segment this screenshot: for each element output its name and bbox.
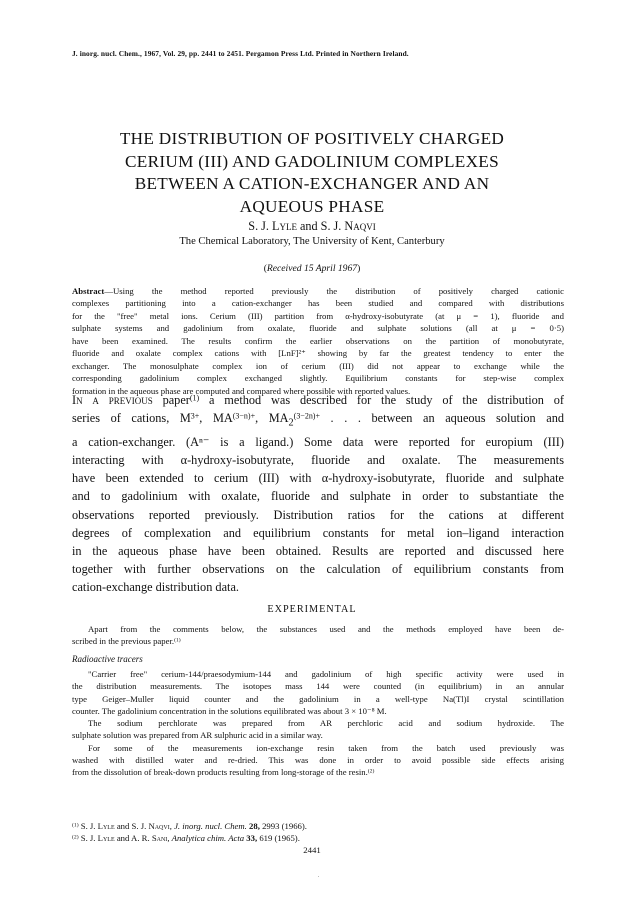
intro-line: in the aqueous phase have been obtained. Results are reported and discussed here [72,544,564,559]
intro-line: have been extended to cerium (III) with α-hydroxy-isobutyrate, fluoride and sulphate [72,471,564,486]
authors [0,219,624,234]
author-1-surname: Lyle [272,219,297,233]
experimental-intro [72,623,564,647]
citation-ref: (1) [189,393,200,403]
paragraph-line: counter. The gadolinium concentration in the solutions equilibrated was about 3 × 10⁻⁸ M. [72,705,387,716]
citation-ref: (1) [174,637,181,644]
running-head: J. inorg. nucl. Chem., 1967, Vol. 29, pp. 2441 to 2451. Pergamon Press Ltd. Printed in Northern Ireland. [72,49,409,58]
abstract [72,285,564,397]
intro-line: series of cations, $M^{3+}$, $MA^{(3-n)+}$, $MA_2^{(3-2n)+}$ . . . between an aqueous solution and [72,411,565,429]
paragraph-line: washed with distilled water and re-dried. This was done in order to avoid possible side effects arising [72,755,564,766]
intro-line: interacting with α-hydroxy-isobutyrate, fluoride and oxalate. The measurements [72,453,564,468]
paragraph-line: "Carrier free" cerium-144/praesodymium-144 and gadolinium of high specific activity were used in [88,669,564,679]
article-title [60,128,564,218]
introduction [72,391,564,597]
paragraph-line: from the dissolution of break-down products resulting from long-storage of the resin.$^{(2)}$ [72,767,375,778]
intro-line: and to gadolinium with oxalate, fluoride and sulphate in order to substantiate the [72,489,564,504]
intro-line: together with further observations on the calculation of equilibrium constants from [72,562,564,577]
tracers-section [72,668,564,779]
abstract-line: for the "free" metal ions. Cerium (III) partition from α-hydroxy-isobutyrate (at μ = 1), fluoride and [72,310,564,321]
authors-and: and [296,219,321,233]
page-number: 2441 [303,845,321,855]
abstract-label: Abstract [72,286,105,296]
abstract-line: have been examined. The results confirm the earlier observations on the partition of monobutyrate, [72,335,564,346]
abstract-line: sulphate systems and gadolinium from oxalate, fluoride and sulphate solutions (all at μ = 0·5) [72,323,564,334]
title-line: THE DISTRIBUTION OF POSITIVELY CHARGED [119,129,505,148]
received-date: (Received 15 April 1967) [263,263,361,274]
paragraph-line: the distribution measurements. The isotopes mass 144 were counted (in equilibrium) in an annular [72,681,564,692]
paragraph-line: type Geiger–Muller liquid counter and the gadolinium in a well-type Na(Tl)I crystal scintillation [72,693,564,704]
title-line: CERIUM (III) AND GADOLINIUM COMPLEXES [125,151,499,171]
paragraph-line: sulphate solution was prepared from AR sulphuric acid in a similar way. [72,730,323,741]
abstract-line: Abstract—Using the method reported previously the distribution of positively charged cationic [72,286,564,296]
reference-item: $^{(1)}$ S. J. Lyle and S. J. Naqvi, J. inorg. nucl. Chem. 28, 2993 (1966). [72,821,307,831]
intro-line: a cation-exchanger. (Aⁿ⁻ is a ligand.) Some data were reported for europium (III) [72,434,564,449]
paragraph-line: scribed in the previous paper.$^{(1)}$ [72,636,181,647]
abstract-line: corresponding gadolinium complex exchanged slightly. Equilibrium constants for step-wise complex [72,373,564,384]
title-line: BETWEEN A CATION-EXCHANGER AND AN [134,174,490,193]
abstract-line: fluoride and oxalate complex cations with [LnF]²⁺ showing by far the greatest tendency to enter the [72,348,564,359]
author-2-surname: Naqvi [344,219,376,233]
paragraph-line: The sodium perchlorate was prepared from AR perchloric acid and sodium hydroxide. The [88,718,564,729]
abstract-line: exchanger. The monosulphate complex ion of cerium (III) did not appear to exchange while the [72,360,564,371]
paragraph-line: Apart from the comments below, the substances used and the methods employed have been de- [88,624,564,634]
intro-line: observations reported previously. Distribution ratios for the cations at different [72,507,564,522]
footnote-references [72,820,564,845]
intro-lead: In a previous [72,393,153,407]
author-1-initials: S. J. [248,219,273,233]
citation-ref: (2) [367,768,375,775]
intro-line: cation-exchange distribution data. [72,580,239,595]
title-line: AQUEOUS PHASE [239,196,385,216]
abstract-line: complexes partitioning into a cation-exchanger has been studied and compared with distributions [72,298,564,309]
reference-item: $^{(2)}$ S. J. Lyle and A. R. Sani, Analytica chim. Acta 33, 619 (1965). [72,833,300,844]
paragraph-line: For some of the measurements ion-exchange resin taken from the batch used previously was [88,742,564,753]
subsection-heading: Radioactive tracers [72,654,143,664]
affiliation: The Chemical Laboratory, The University of Kent, Canterbury [179,236,445,247]
section-heading: EXPERIMENTAL [267,604,357,615]
intro-line: In a previous paper$^{(1)}$ a method was described for the study of the distribution of [72,393,565,407]
scan-speck [318,876,319,877]
abstract-line: formation in the aqueous phase are computed and compared where possible with reported values. [72,385,411,396]
author-2-initials: S. J. [320,219,345,233]
intro-line: degrees of complexation and equilibrium constants for metal ion–ligand interaction [72,525,564,540]
